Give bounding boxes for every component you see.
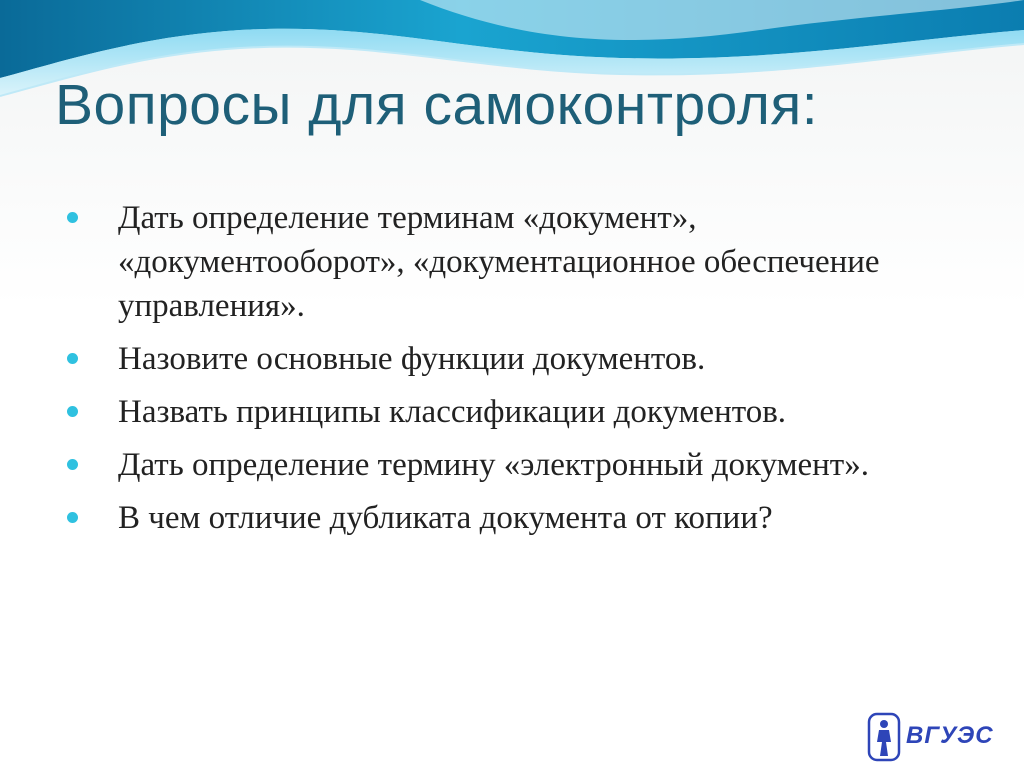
list-item-text: Назвать принципы классификации документов. bbox=[118, 394, 787, 430]
list-item bbox=[60, 196, 960, 328]
slide-title: Вопросы для самоконтроля: bbox=[55, 73, 819, 137]
bullet-dot-icon bbox=[67, 212, 78, 223]
list-item-text: Назовите основные функции документов. bbox=[118, 341, 706, 377]
bullet-dot-icon bbox=[67, 406, 78, 417]
list-item bbox=[60, 337, 960, 381]
university-logo bbox=[866, 712, 994, 762]
questions-list bbox=[60, 196, 960, 549]
list-item bbox=[60, 443, 960, 487]
list-item-text: Дать определение термину «электронный документ». bbox=[118, 447, 869, 483]
list-item-text: Дать определение терминам «документ», «документооборот», «документационное обеспечение управления». bbox=[118, 200, 880, 324]
logo-emblem-icon bbox=[866, 712, 902, 762]
list-item bbox=[60, 496, 960, 540]
bullet-dot-icon bbox=[67, 459, 78, 470]
list-item bbox=[60, 390, 960, 434]
list-item-text: В чем отличие дубликата документа от копии? bbox=[118, 500, 773, 536]
bullet-dot-icon bbox=[67, 512, 78, 523]
bullet-dot-icon bbox=[67, 353, 78, 364]
logo-text: ВГУЭС bbox=[906, 722, 994, 749]
